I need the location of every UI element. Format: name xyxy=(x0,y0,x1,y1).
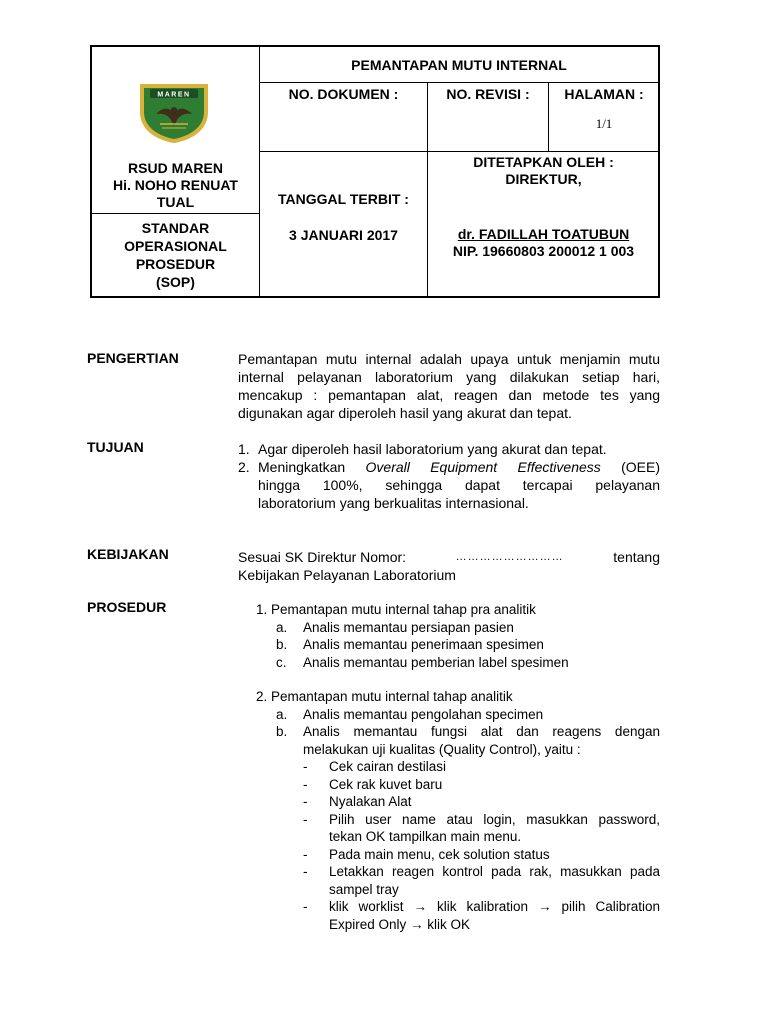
no-dokumen-label: NO. DOKUMEN : xyxy=(288,86,399,102)
qc-item-text-line-1: Letakkan reagen kontrol pada rak, masukkan pada xyxy=(329,864,660,879)
list-item-text-line-2: melakukan uji kualitas (Quality Control), yaitu : xyxy=(303,741,581,757)
kebijakan-line-1 xyxy=(238,548,660,566)
halaman-value: 1/1 xyxy=(595,116,613,131)
list-item-text: Analis memantau penerimaan spesimen xyxy=(303,637,544,652)
dash-bullet: - xyxy=(303,794,308,809)
tanggal-terbit-value: 3 JANUARI 2017 xyxy=(289,227,398,243)
hospital-name-line-1: RSUD MAREN xyxy=(128,160,223,176)
dash-bullet: - xyxy=(303,864,308,879)
qc-item xyxy=(303,898,660,933)
sop-line-2: OPERASIONAL xyxy=(124,238,227,254)
sop-line-4: (SOP) xyxy=(156,274,195,290)
qc-item-text: Nyalakan Alat xyxy=(329,794,412,809)
sop-label xyxy=(92,219,259,291)
prosedur-step-1 xyxy=(256,601,660,671)
list-item-mark: b. xyxy=(276,724,288,739)
kebijakan-sk: Sesuai SK Direktur Nomor: xyxy=(238,549,407,565)
tujuan-item-2-pre: Meningkatkan xyxy=(258,459,346,475)
list-item-text: Analis memantau persiapan pasien xyxy=(303,619,514,635)
list-item xyxy=(256,636,660,654)
list-item xyxy=(256,619,660,637)
direktur-nip: NIP. 19660803 200012 1 003 xyxy=(452,243,635,259)
prosedur-label: PROSEDUR xyxy=(87,599,167,615)
sop-line-3: PROSEDUR xyxy=(135,256,216,272)
kebijakan-dots: ……………………… xyxy=(455,551,564,563)
qc-item xyxy=(303,758,660,776)
table-divider-h2 xyxy=(259,151,659,152)
hospital-logo xyxy=(136,80,212,144)
dash-bullet: - xyxy=(303,846,308,862)
pengertian-text xyxy=(238,350,660,422)
pengertian-line-2: internal pelayanan laboratorium yang dilakukan setiap hari, xyxy=(238,369,660,385)
sop-line-1: STANDAR xyxy=(141,220,210,236)
table-border-top xyxy=(90,45,660,47)
no-revisi-label: NO. REVISI : xyxy=(446,86,530,102)
qc-item-text-line-2: sampel tray xyxy=(329,881,399,897)
table-border-bottom xyxy=(90,296,660,298)
qc-item xyxy=(303,811,660,846)
pengertian-label: PENGERTIAN xyxy=(87,350,179,366)
tujuan-item-2 xyxy=(238,458,660,512)
tujuan-item-2-post: (OEE) xyxy=(621,459,661,475)
qc-item-text-line-2: tekan OK tampilkan main menu. xyxy=(329,829,522,844)
qc-sublist xyxy=(303,758,660,933)
ditetapkan-label: DITETAPKAN OLEH : xyxy=(473,154,614,170)
pengertian-line-4: digunakan agar diperoleh hasil yang akurat dan tepat. xyxy=(238,405,572,421)
hospital-name-line-2: Hi. NOHO RENUAT xyxy=(113,177,238,193)
qc-item-text-line-2: Expired Only → klik OK xyxy=(329,916,471,932)
svg-text:MAREN: MAREN xyxy=(157,91,191,99)
hospital-name-line-3: TUAL xyxy=(156,194,195,210)
tujuan-item-2-line-2: hingga 100%, sehingga dapat tercapai pelayanan xyxy=(258,477,660,493)
prosedur-step-1-title: 1. Pemantapan mutu internal tahap pra analitik xyxy=(256,602,536,617)
dash-bullet: - xyxy=(303,899,308,914)
dash-bullet: - xyxy=(303,759,308,774)
hospital-name xyxy=(92,160,259,211)
table-divider-v2 xyxy=(427,82,428,298)
halaman-label: HALAMAN : xyxy=(564,86,644,102)
tujuan-list xyxy=(238,440,660,512)
prosedur-step-2 xyxy=(256,688,660,933)
tujuan-item-2-num: 2. xyxy=(238,459,250,475)
direktur-name: dr. FADILLAH TOATUBUN xyxy=(457,226,630,242)
list-item xyxy=(256,706,660,724)
tujuan-item-1-text: Agar diperoleh hasil laboratorium yang akurat dan tepat. xyxy=(258,441,607,457)
list-item-mark: c. xyxy=(276,654,287,670)
tujuan-item-1-num: 1. xyxy=(238,441,250,457)
qc-item-text: Cek rak kuvet baru xyxy=(329,776,443,792)
pengertian-line-3: mencakup : pemantapan alat, reagen dan metode tes yang xyxy=(238,387,660,403)
dash-bullet: - xyxy=(303,811,308,827)
kebijakan-text xyxy=(238,548,660,584)
tanggal-terbit-label: TANGGAL TERBIT : xyxy=(278,191,409,207)
list-item xyxy=(256,654,660,672)
list-item-text: Analis memantau pengolahan specimen xyxy=(303,706,544,722)
kebijakan-tentang: tentang xyxy=(613,549,660,565)
tujuan-label: TUJUAN xyxy=(87,439,144,455)
kebijakan-line-2: Kebijakan Pelayanan Laboratorium xyxy=(238,567,456,583)
qc-item xyxy=(303,846,660,864)
tujuan-item-1 xyxy=(238,440,660,458)
list-item-mark: a. xyxy=(276,619,288,635)
tujuan-item-2-line-1 xyxy=(258,458,660,476)
qc-item-text-line-1: klik worklist → klik kalibration → pilih Calibration xyxy=(329,899,660,914)
list-item-mark: b. xyxy=(276,637,288,652)
qc-item xyxy=(303,776,660,794)
qc-item-text: Cek cairan destilasi xyxy=(329,759,447,774)
qc-item xyxy=(303,793,660,811)
pengertian-line-1: Pemantapan mutu internal adalah upaya untuk menjamin mutu xyxy=(238,351,660,367)
kebijakan-label: KEBIJAKAN xyxy=(87,546,169,562)
table-divider-h3 xyxy=(91,213,260,214)
list-item xyxy=(256,723,660,758)
qc-item xyxy=(303,863,660,898)
table-divider-h1 xyxy=(259,82,659,83)
document-title: PEMANTAPAN MUTU INTERNAL xyxy=(351,57,567,73)
qc-item-text-line-1: Pilih user name atau login, masukkan password, xyxy=(329,811,660,827)
tujuan-item-2-italic: Overall Equipment Effectiveness xyxy=(365,459,601,475)
direktur-label: DIREKTUR, xyxy=(505,171,582,187)
list-item-text: Analis memantau pemberian label spesimen xyxy=(303,654,569,670)
dash-bullet: - xyxy=(303,776,308,792)
list-item-text-line-1: Analis memantau fungsi alat dan reagens dengan xyxy=(303,724,660,739)
tujuan-item-2-line-3: laboratorium yang berkualitas internasional. xyxy=(258,495,529,511)
qc-item-text: Pada main menu, cek solution status xyxy=(329,846,550,862)
prosedur-step-2-title: 2. Pemantapan mutu internal tahap analitik xyxy=(256,689,513,704)
list-item-mark: a. xyxy=(276,706,288,722)
